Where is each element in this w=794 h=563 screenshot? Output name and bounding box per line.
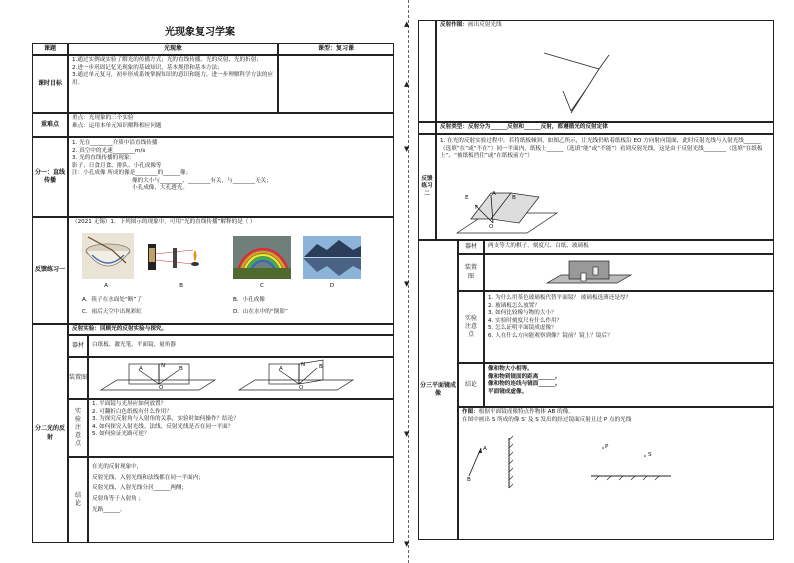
p3-drawing-note: 根据平面镜成像特点作物体 AB 的像。 xyxy=(478,409,574,415)
fig-letter-b: B xyxy=(179,283,183,289)
part3-label: 分三平面镜成像 xyxy=(418,240,458,540)
p3-drawing-cell xyxy=(458,407,774,540)
p3-conclusion-label: 结论 xyxy=(458,363,484,407)
fig-letter-d: D xyxy=(329,283,335,289)
p3-notes-label: 实验注意点 xyxy=(458,291,484,363)
p3-conclusion-item: 像和物大小相等。 xyxy=(488,366,533,372)
part1-line: 3. 光的直线传播的现象： xyxy=(72,155,136,162)
setup-label: 装置图 xyxy=(68,357,88,399)
part1-line: 1. 光在________介质中沿直线传播 xyxy=(72,140,158,146)
p3-conclusion-item: 平面镜成虚像。 xyxy=(488,388,528,395)
p3-setup-diagram xyxy=(484,254,774,291)
objective-item: 2.进一步巩固记忆光现象的基础知识，基本规律和基本方法； xyxy=(72,64,223,71)
part1-line: 注：小孔成像 所成的像是________的______像； xyxy=(72,170,192,177)
part1-line: 影子、日食月食、排队、小孔成像等 xyxy=(72,162,162,169)
option-c: C．雨后天空中出现彩虹 xyxy=(82,309,142,315)
p3-conclusion-item: 像和物的连线与镜面______。 xyxy=(488,381,561,388)
setup-letter: B xyxy=(319,364,323,370)
p3-drawing-title: 作图： xyxy=(462,409,479,415)
feedback1-label: 反馈练习一 xyxy=(32,217,68,324)
feedback2-content xyxy=(436,134,774,240)
key-point: 难点：运用本单元知识解释相应问题 xyxy=(72,122,162,129)
diagram-note: 画出反射光线 xyxy=(467,22,502,28)
fig-letter-a: A xyxy=(104,283,108,289)
types-left-cell xyxy=(418,122,436,134)
note-item: 4. 如何探究入射光线、法线、反射光线是否在同一平面？ xyxy=(92,423,234,430)
note-item: 1. 平面镜与光屏应如何放置？ xyxy=(92,401,167,407)
pinhole-image xyxy=(145,240,207,278)
right-top-left-cell xyxy=(418,20,436,122)
setup-letter: A xyxy=(139,366,143,372)
p3-setup-label: 装置图 xyxy=(458,254,484,291)
setup-letter: N xyxy=(301,362,306,368)
p3-note-item: 4. 实验时刻度尺有什么作用？ xyxy=(488,317,563,324)
conclusion-item: 光路______。 xyxy=(92,506,126,513)
setup-letter: N xyxy=(161,363,166,369)
draw-letter-s: S xyxy=(648,452,652,458)
key-point: 重点：光现象的三个实验 xyxy=(72,115,134,121)
conclusion-item: 反射光线、入射光线分居______两侧； xyxy=(92,485,188,492)
p3-note-item: 1. 为什么用茶色玻璃板代替平面镜？ 玻璃板选薄还是厚？ xyxy=(488,295,632,301)
p3-note-item: 5. 怎么证明平面镜成虚像？ xyxy=(488,325,557,332)
objective-item: 3.通过单元复习，初步形成系统掌握知识的意识和能力，进一步理解科学方法的应用。 xyxy=(72,72,274,86)
conclusion-item: 反射光线、入射光线和法线都在同一平面内； xyxy=(92,474,204,481)
diagram-title: 反射作图： xyxy=(440,22,468,28)
note-item: 5. 如何验证光路可逆？ xyxy=(92,431,150,438)
note-item: 3. 为探究反射角与入射角的关系，实验时如何操作？结论？ xyxy=(92,416,239,423)
p3-note-item: 6. 人在什么方向能观察到像？镜前？镜上？镜后？ xyxy=(488,332,613,339)
conclusion-item: 在光的反射现象中， xyxy=(92,464,143,470)
part1-label: 分一：直线传播 xyxy=(32,137,68,217)
p3-drawing-note2: 在图中画出 S 所成的像 S′ 及 S 发出的经过镜面反射且过 P 点的光线 xyxy=(462,416,632,423)
p3-conclusion-item: 像和物到镜面的距离______。 xyxy=(488,373,561,380)
fold-line: ▲ ▲ ▼ ▼ ▼ ▼ xyxy=(400,0,420,563)
reflection-diagram-cell xyxy=(436,20,774,122)
conclusion-item: 反射角等于入射角 ； xyxy=(92,495,145,502)
setup-diagram xyxy=(88,357,394,399)
topic-label: 课题 xyxy=(32,43,68,55)
fig-letter-c: C xyxy=(260,283,264,289)
draw-letter-b: B xyxy=(467,477,471,483)
reflection-types: 反射类型：反射分为______反射和______反射，都遵循光的反射定律 xyxy=(436,122,774,134)
conclusion-label: 结论 xyxy=(68,457,88,543)
part2-intro: 反射实验：回顾光的反射实验与探究。 xyxy=(68,324,394,335)
mountain-reflection-image xyxy=(303,236,361,279)
feedback2-label: 反馈练习二 xyxy=(418,134,436,240)
part1-line: 小孔成像，大孔透光。 xyxy=(132,185,188,192)
bowl-chopsticks-image xyxy=(82,233,134,279)
option-d: D．山在水中的“倒影” xyxy=(233,309,288,315)
p3-note-item: 3. 如何比较像与物的大小？ xyxy=(488,310,557,317)
equipment-label: 器材 xyxy=(68,335,88,357)
fb2-letter-b: B xyxy=(512,195,516,201)
setup-letter: A xyxy=(279,366,283,372)
draw-letter-p: P xyxy=(605,444,609,450)
fb2-letter-a: A xyxy=(492,191,496,197)
key-points xyxy=(68,113,394,137)
key-label: 重难点 xyxy=(32,113,68,137)
equipment-value: 白纸板、激光笔、平面镜、量角器 xyxy=(88,335,394,357)
draw-letter-a: A xyxy=(483,446,487,452)
p3-note-item: 2. 玻璃板怎么放置？ xyxy=(488,302,540,309)
rainbow-image xyxy=(233,236,291,279)
part1-line: 2. 真空中的光速________m/s xyxy=(72,147,146,154)
part2-label: 分二光的反射 xyxy=(32,324,68,543)
option-a: A．筷子在水面处“断”了 xyxy=(82,297,142,303)
feedback2-text: 1. 在光的反射实验过程中，若将纸板倾斜，如图乙所示，让光线仍贴着纸板沿 EO 方向射向镜面，此时反射光线与入射光线______（选填“在”或“不在”）同一平面内，纸板上______（选填“能”或“不能”）看到反射光线，这是由于反射光线________（选填“在纸板上”、“被纸板挡住”或“在纸板前方”） xyxy=(440,138,763,160)
lesson-type: 课型：复习课 xyxy=(278,43,394,55)
feedback1-question: （2021 无锡）1．下列图示的现象中，可用“光的直线传播”解释的是（ ） xyxy=(72,219,256,225)
setup-letter: B xyxy=(179,366,183,372)
fb2-letter-o: O xyxy=(489,224,494,230)
part1-content xyxy=(68,137,394,217)
note-item: 2. 可翻折白色纸板有什么作用？ xyxy=(92,408,172,415)
notes-label: 实验注意点 xyxy=(68,399,88,457)
setup-letter: O xyxy=(299,385,304,391)
fb2-letter-e: E xyxy=(465,195,469,201)
objectives-list xyxy=(68,55,278,113)
p3-equipment-value: 两支等大的棋子、刻度尺、白纸、玻璃板 xyxy=(484,240,774,254)
p3-equipment-label: 器材 xyxy=(458,240,484,254)
objective-item: 1.通过实例或实验了解光的传播方式；光的直线传播、光的反射、光的折射； xyxy=(72,57,262,63)
page-title: 光现象复习学案 xyxy=(165,27,235,38)
part1-line: 像的大小与________、________有关，与________无关； xyxy=(132,177,272,184)
objectives-label: 课时目标 xyxy=(32,55,68,113)
option-b: B．小孔成像 xyxy=(233,297,265,303)
setup-letter: O xyxy=(159,385,164,391)
conclusion-list xyxy=(88,457,394,543)
objectives-blank xyxy=(278,55,394,113)
p3-notes-list xyxy=(484,291,774,363)
topic-value: 光现象 xyxy=(68,43,278,55)
notes-list xyxy=(88,399,394,457)
p3-conclusion-list xyxy=(484,363,774,407)
fb2-letter-f: F xyxy=(475,205,479,211)
